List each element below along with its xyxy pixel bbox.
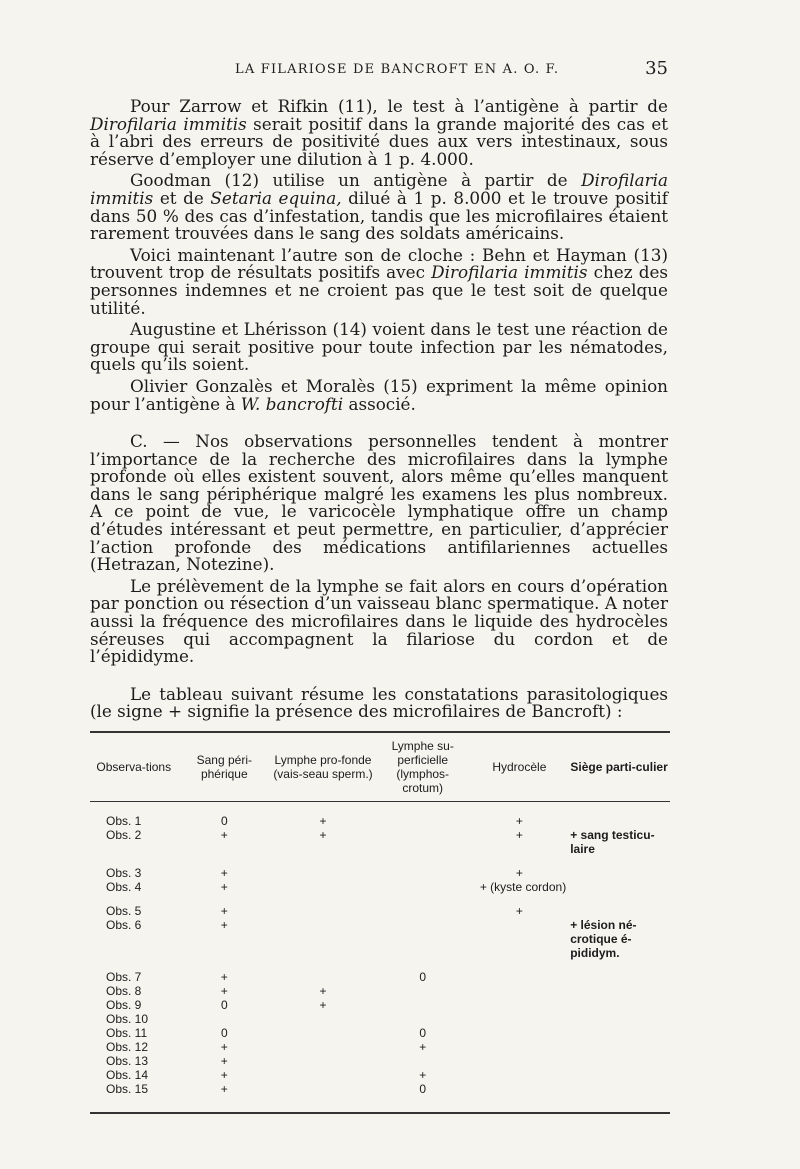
cell-profonde bbox=[271, 1040, 375, 1054]
text-segment: Goodman (12) utilise un antigène à partir de bbox=[130, 170, 582, 191]
cell-superficielle bbox=[375, 904, 471, 918]
cell-siege bbox=[568, 1040, 670, 1054]
species-name: W. bancrofti bbox=[240, 393, 344, 414]
table-row bbox=[90, 984, 670, 998]
cell-obs: Obs. 10 bbox=[106, 1012, 149, 1026]
cell-profonde bbox=[271, 866, 375, 880]
cell-obs: Obs. 12 bbox=[106, 1040, 149, 1054]
cell-profonde bbox=[271, 918, 375, 960]
table-row bbox=[90, 1082, 670, 1096]
cell-sang: + bbox=[220, 1040, 228, 1054]
cell-profonde: + bbox=[319, 828, 327, 842]
cell-siege bbox=[568, 1054, 670, 1068]
cell-obs: Obs. 3 bbox=[106, 866, 142, 880]
cell-siege bbox=[568, 970, 670, 984]
species-name: Setaria equina, bbox=[210, 187, 342, 208]
table-row bbox=[90, 1040, 670, 1054]
cell-hydrocele bbox=[471, 984, 569, 998]
text-segment: serait positif dans la grande majorité des cas et à l’abri des erreurs de positivité dues aux vers intestinaux, sous réserve d’employer une dilution à 1 p. 4.000. bbox=[90, 113, 668, 169]
cell-profonde bbox=[271, 904, 375, 918]
cell-sang: + bbox=[220, 1082, 228, 1096]
cell-hydrocele bbox=[471, 1012, 569, 1026]
cell-sang: 0 bbox=[220, 1026, 228, 1040]
cell-profonde: + bbox=[319, 814, 327, 828]
cell-profonde bbox=[271, 1068, 375, 1082]
cell-superficielle bbox=[375, 998, 471, 1012]
running-head-title: LA FILARIOSE DE BANCROFT EN A. O. F. bbox=[235, 62, 560, 77]
header-observations: Observa-tions bbox=[90, 732, 178, 802]
cell-siege bbox=[568, 998, 670, 1012]
cell-superficielle bbox=[375, 918, 471, 960]
text-segment: Olivier Gonzalès et Moralès (15) expriment la même opinion pour l’antigène à bbox=[90, 375, 668, 414]
cell-sang: 0 bbox=[220, 998, 228, 1012]
cell-profonde: + bbox=[319, 984, 327, 998]
text-segment: Voici maintenant l’autre son de cloche : Behn et Hayman (13) trouvent trop de résultats positifs avec bbox=[90, 244, 668, 283]
paragraph-prelevement: Le prélèvement de la lymphe se fait alors en cours d’opération par ponction ou résection d’un vaisseau blanc spermatique. A noter aussi la fréquence des microfilaires dans le liquide des hydrocèles séreuses qui accompagnent la filariose du cordon et de l’épididyme. bbox=[90, 575, 668, 667]
species-name: Dirofilaria immitis bbox=[90, 170, 668, 208]
cell-sang: + bbox=[220, 828, 228, 842]
cell-obs: Obs. 4 bbox=[106, 880, 142, 894]
cell-sang: + bbox=[220, 866, 228, 880]
header-hydrocele: Hydrocèle bbox=[471, 732, 569, 802]
table-row bbox=[90, 904, 670, 918]
table-row bbox=[90, 828, 670, 856]
paragraph-behn bbox=[90, 244, 668, 318]
table-row bbox=[90, 1012, 670, 1026]
table-row bbox=[90, 866, 670, 880]
cell-sang: + bbox=[220, 984, 228, 998]
table-row bbox=[90, 1026, 670, 1040]
table-spacer bbox=[90, 960, 670, 970]
cell-hydrocele bbox=[471, 1068, 569, 1082]
cell-superficielle: + bbox=[419, 1068, 427, 1082]
cell-siege: + lésion né-crotique é-pididym. bbox=[570, 918, 637, 960]
cell-sang: + bbox=[220, 904, 228, 918]
table-spacer bbox=[90, 856, 670, 866]
cell-superficielle bbox=[375, 984, 471, 998]
table-row bbox=[90, 918, 670, 960]
cell-siege bbox=[568, 802, 670, 829]
cell-superficielle: 0 bbox=[419, 1026, 427, 1040]
cell-siege bbox=[568, 866, 670, 880]
paragraph-augustine: Augustine et Lhérisson (14) voient dans le test une réaction de groupe qui serait positive pour toute infection par les nématodes, quels qu’ils soient. bbox=[90, 319, 668, 375]
cell-siege bbox=[568, 1012, 670, 1026]
cell-profonde bbox=[271, 1082, 375, 1096]
cell-siege bbox=[568, 1082, 670, 1096]
cell-hydrocele bbox=[471, 970, 569, 984]
paragraph-observations: C. — Nos observations personnelles tendent à montrer l’importance de la recherche des microfilaires dans la lymphe profonde où elles existent souvent, alors même qu’elles manquent dans le sang périphérique malgré les examens les plus nombreux. A ce point de vue, le varicocèle lymphatique offre un champ d’études intéressant et peut permettre, en particulier, d’apprécier l’action profonde des médications antifilariennes actuelles (Hetrazan, Notezine). bbox=[90, 431, 668, 575]
table-row bbox=[90, 802, 670, 829]
cell-superficielle bbox=[375, 1054, 471, 1068]
cell-superficielle: 0 bbox=[419, 1082, 427, 1096]
cell-obs: Obs. 7 bbox=[106, 970, 142, 984]
cell-obs: Obs. 6 bbox=[106, 918, 142, 932]
cell-superficielle bbox=[375, 1012, 471, 1026]
cell-hydrocele: + bbox=[515, 814, 523, 828]
cell-sang bbox=[178, 1012, 272, 1026]
cell-hydrocele bbox=[471, 1054, 569, 1068]
cell-profonde bbox=[271, 880, 375, 894]
cell-hydrocele: + bbox=[515, 904, 523, 918]
cell-superficielle: 0 bbox=[419, 970, 427, 984]
cell-sang: 0 bbox=[220, 814, 228, 828]
cell-profonde bbox=[271, 1054, 375, 1068]
cell-hydrocele bbox=[471, 998, 569, 1012]
species-name: Dirofilaria immitis bbox=[431, 262, 588, 283]
cell-superficielle bbox=[375, 828, 471, 856]
cell-sang: + bbox=[220, 1054, 228, 1068]
cell-sang: + bbox=[220, 880, 228, 894]
running-head bbox=[90, 58, 668, 82]
cell-hydrocele bbox=[471, 1082, 569, 1096]
cell-hydrocele: + (kyste cordon) bbox=[479, 880, 567, 894]
cell-obs: Obs. 8 bbox=[106, 984, 142, 998]
table-row bbox=[90, 880, 670, 894]
table-bottom-rule bbox=[90, 1096, 670, 1113]
cell-profonde: + bbox=[319, 998, 327, 1012]
header-siege: Siège parti-culier bbox=[568, 732, 670, 802]
cell-sang: + bbox=[220, 918, 228, 932]
table-header-row bbox=[90, 732, 670, 802]
cell-hydrocele: + bbox=[515, 828, 523, 842]
species-name: Dirofilaria immitis bbox=[90, 113, 247, 134]
cell-superficielle bbox=[375, 880, 471, 894]
cell-obs: Obs. 2 bbox=[106, 828, 142, 842]
body-text bbox=[90, 98, 668, 721]
text-segment: et de bbox=[153, 187, 211, 208]
text-segment: dilué à 1 p. 8.000 et le trouve positif dans 50 % des cas d’infestation, tandis que les microfilaires étaient rarement trouvées dans le sang des soldats américains. bbox=[90, 187, 668, 244]
header-lymphe-superficielle: Lymphe su-perficielle (lymphos-crotum) bbox=[375, 732, 471, 802]
table-spacer bbox=[90, 894, 670, 904]
table-row bbox=[90, 998, 670, 1012]
cell-obs: Obs. 13 bbox=[106, 1054, 149, 1068]
cell-hydrocele bbox=[471, 1040, 569, 1054]
cell-obs: Obs. 1 bbox=[106, 814, 142, 828]
table-row bbox=[90, 1054, 670, 1068]
paragraph-goodman bbox=[90, 172, 668, 242]
header-sang: Sang péri-phérique bbox=[178, 732, 272, 802]
page-number: 35 bbox=[645, 58, 668, 79]
observations-table bbox=[90, 731, 670, 1114]
table-row bbox=[90, 970, 670, 984]
cell-obs: Obs. 15 bbox=[106, 1082, 149, 1096]
cell-hydrocele: + bbox=[515, 866, 523, 880]
cell-profonde bbox=[271, 1012, 375, 1026]
text-segment: associé. bbox=[343, 393, 416, 414]
cell-hydrocele bbox=[471, 1026, 569, 1040]
cell-siege bbox=[568, 1068, 670, 1082]
text-segment: chez des personnes indemnes et ne croient pas que le test soit de quelque utilité. bbox=[90, 262, 668, 318]
cell-obs: Obs. 14 bbox=[106, 1068, 149, 1082]
cell-siege bbox=[568, 880, 670, 894]
cell-superficielle bbox=[375, 866, 471, 880]
paragraph-gonzales bbox=[90, 375, 668, 414]
cell-obs: Obs. 5 bbox=[106, 904, 142, 918]
cell-obs: Obs. 9 bbox=[106, 998, 142, 1012]
cell-sang: + bbox=[220, 970, 228, 984]
paragraph-tableau-intro: Le tableau suivant résume les constatations parasitologiques (le signe + signifie la présence des microfilaires de Bancroft) : bbox=[90, 683, 668, 722]
cell-siege bbox=[568, 984, 670, 998]
table-row bbox=[90, 1068, 670, 1082]
cell-siege bbox=[568, 1026, 670, 1040]
page-content bbox=[90, 58, 668, 1114]
cell-superficielle: + bbox=[419, 1040, 427, 1054]
cell-profonde bbox=[271, 970, 375, 984]
cell-hydrocele bbox=[471, 918, 569, 960]
cell-siege bbox=[568, 904, 670, 918]
cell-sang: + bbox=[220, 1068, 228, 1082]
header-lymphe-profonde: Lymphe pro-fonde (vais-seau sperm.) bbox=[271, 732, 375, 802]
cell-profonde bbox=[271, 1026, 375, 1040]
cell-superficielle bbox=[375, 802, 471, 829]
text-segment: Pour Zarrow et Rifkin (11), le test à l’antigène à partir de bbox=[130, 96, 668, 116]
paragraph-zarrow bbox=[90, 98, 668, 168]
cell-obs: Obs. 11 bbox=[106, 1026, 148, 1040]
cell-siege: + sang testicu-laire bbox=[570, 828, 655, 856]
